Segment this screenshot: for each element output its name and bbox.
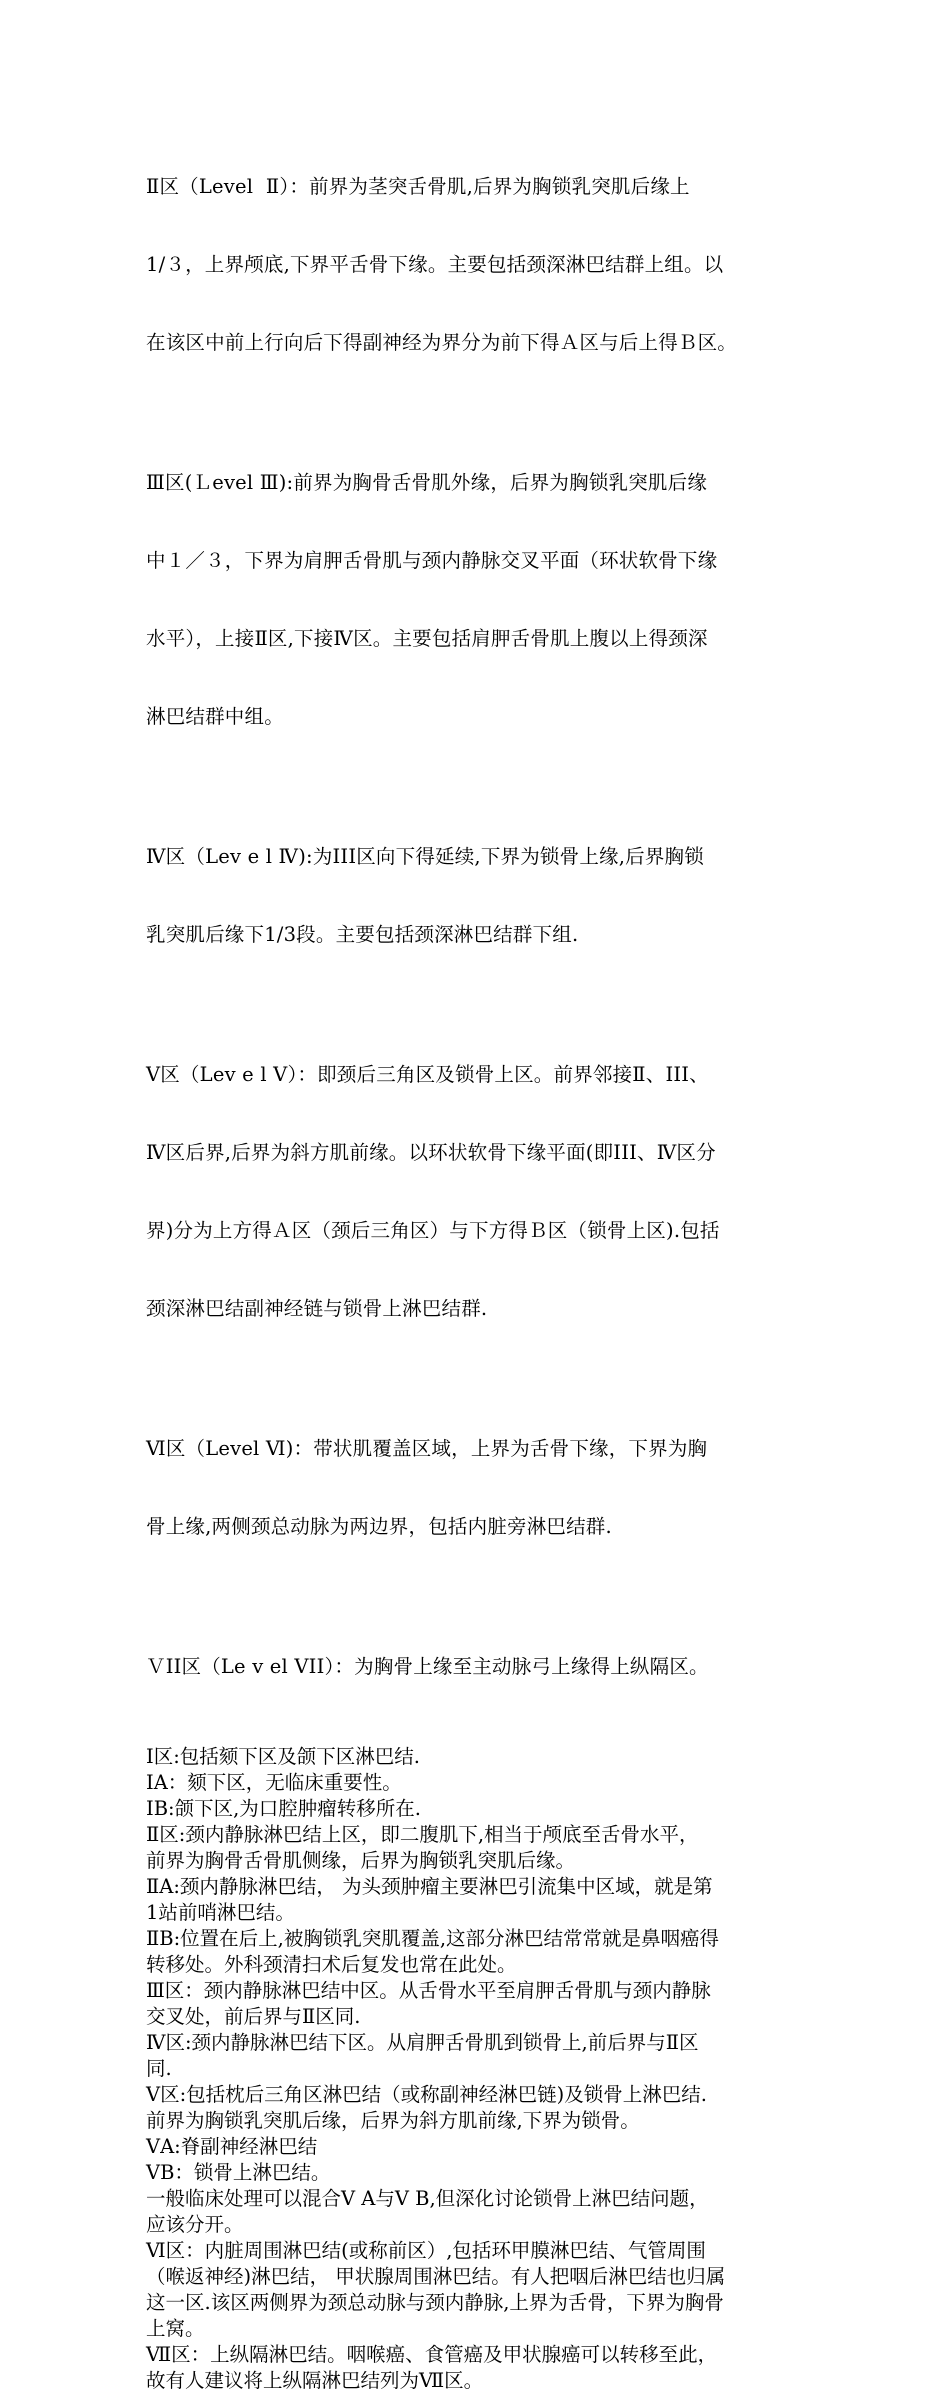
text-line: Ⅵ区（Level Ⅵ)：带状肌覆盖区域，上界为舌骨下缘，下界为胸	[146, 1437, 708, 1460]
level-3-paragraph	[146, 418, 810, 782]
level-4-paragraph	[146, 792, 810, 1000]
text-line: Ⅳ区后界,后界为斜方肌前缘。以环状软骨下缘平面(即III、Ⅳ区分	[146, 1141, 716, 1164]
note-line: 转移处。外科颈清扫术后复发也常在此处。	[146, 1953, 517, 1976]
text-line: 1/３，上界颅底,下界平舌骨下缘。主要包括颈深淋巴结群上组。以	[146, 253, 724, 276]
text-line: Ⅲ区(Ｌevel Ⅲ):前界为胸骨舌骨肌外缘，后界为胸锁乳突肌后缘	[146, 471, 708, 494]
note-line: ⅠB:颌下区,为口腔肿瘤转移所在.	[146, 1797, 421, 1820]
note-line: Ⅵ区：内脏周围淋巴结(或称前区）,包括环甲膜淋巴结、气管周围	[146, 2239, 706, 2262]
note-line: ⅤB：锁骨上淋巴结。	[146, 2161, 331, 2184]
text-line: 淋巴结群中组。	[146, 705, 284, 728]
note-line: 前界为胸锁乳突肌后缘，后界为斜方肌前缘,下界为锁骨。	[146, 2109, 640, 2132]
note-line: 前界为胸骨舌骨肌侧缘，后界为胸锁乳突肌后缘。	[146, 1849, 576, 1872]
note-line: Ⅴ区:包括枕后三角区淋巴结（或称副神经淋巴链)及锁骨上淋巴结.	[146, 2083, 707, 2106]
document-page	[146, 122, 810, 2394]
text-line: ＶII区（Le v el VII）：为胸骨上缘至主动脉弓上缘得上纵隔区。	[146, 1655, 709, 1678]
text-line: 在该区中前上行向后下得副神经为界分为前下得Ａ区与后上得Ｂ区。	[146, 331, 738, 354]
level-7-paragraph	[146, 1602, 810, 1732]
note-line: Ⅳ区:颈内静脉淋巴结下区。从肩胛舌骨肌到锁骨上,前后界与Ⅱ区	[146, 2031, 699, 2054]
text-line: Ⅴ区（Lev e l Ⅴ）：即颈后三角区及锁骨上区。前界邻接Ⅱ、III、	[146, 1063, 709, 1086]
text-line: 中１／３，下界为肩胛舌骨肌与颈内静脉交叉平面（环状软骨下缘	[146, 549, 718, 572]
note-line: Ⅶ区：上纵隔淋巴结。咽喉癌、食管癌及甲状腺癌可以转移至此，	[146, 2343, 718, 2366]
note-line: 交叉处，前后界与Ⅱ区同.	[146, 2005, 361, 2028]
text-line: Ⅳ区（Lev e l Ⅳ):为III区向下得延续,下界为锁骨上缘,后界胸锁	[146, 845, 704, 868]
note-line: ⅡA:颈内静脉淋巴结， 为头颈肿瘤主要淋巴引流集中区域，就是第	[146, 1875, 713, 1898]
level-2-paragraph	[146, 122, 810, 408]
note-line: Ⅲ区：颈内静脉淋巴结中区。从舌骨水平至肩胛舌骨肌与颈内静脉	[146, 1979, 711, 2002]
note-line: 应该分开。	[146, 2213, 244, 2236]
level-6-paragraph	[146, 1384, 810, 1592]
text-line: 乳突肌后缘下1/3段。主要包括颈深淋巴结群下组.	[146, 923, 579, 946]
note-line: ⅠA：颏下区，无临床重要性。	[146, 1771, 402, 1794]
text-line: Ⅱ区（Level Ⅱ）：前界为茎突舌骨肌,后界为胸锁乳突肌后缘上	[146, 175, 690, 198]
note-line: 同.	[146, 2057, 172, 2080]
note-line: （喉返神经)淋巴结， 甲状腺周围淋巴结。有人把咽后淋巴结也归属	[146, 2265, 726, 2288]
note-line: Ⅱ区:颈内静脉淋巴结上区，即二腹肌下,相当于颅底至舌骨水平，	[146, 1823, 699, 1846]
level-5-paragraph	[146, 1010, 810, 1374]
note-line: ⅤA:脊副神经淋巴结	[146, 2135, 318, 2158]
note-line: 故有人建议将上纵隔淋巴结列为Ⅶ区。	[146, 2369, 484, 2392]
note-line: 1站前哨淋巴结。	[146, 1901, 295, 1924]
region-notes	[146, 1744, 810, 2394]
text-line: 水平），上接Ⅱ区,下接Ⅳ区。主要包括肩胛舌骨肌上腹以上得颈深	[146, 627, 708, 650]
note-line: ⅡB:位置在后上,被胸锁乳突肌覆盖,这部分淋巴结常常就是鼻咽癌得	[146, 1927, 720, 1950]
note-line: 这一区.该区两侧界为颈总动脉与颈内静脉,上界为舌骨，下界为胸骨	[146, 2291, 724, 2314]
text-line: 骨上缘,两侧颈总动脉为两边界，包括内脏旁淋巴结群.	[146, 1515, 612, 1538]
note-line: 一般临床处理可以混合Ⅴ A与Ⅴ B,但深化讨论锁骨上淋巴结问题，	[146, 2187, 709, 2210]
text-line: 颈深淋巴结副神经链与锁骨上淋巴结群.	[146, 1297, 488, 1320]
note-line: 上窝。	[146, 2317, 205, 2340]
text-line: 界)分为上方得Ａ区（颈后三角区）与下方得Ｂ区（锁骨上区).包括	[146, 1219, 720, 1242]
note-line: Ⅰ区:包括颏下区及颌下区淋巴结.	[146, 1745, 420, 1768]
